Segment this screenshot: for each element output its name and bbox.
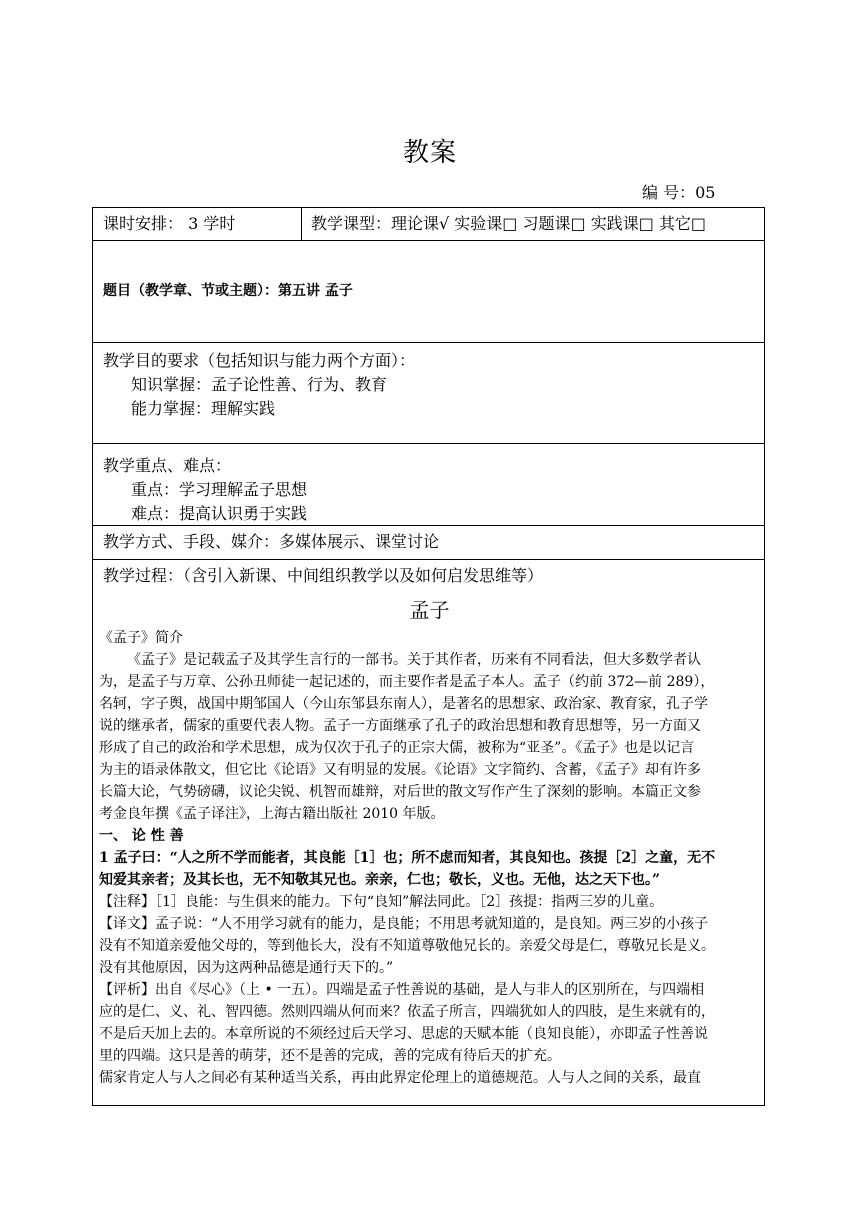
goal-item: 能力掌握：理解实践 xyxy=(131,399,276,418)
process-heading: 教学过程：（含引入新课、中间组织教学以及如何启发思维等） xyxy=(103,566,544,585)
intro-line: 为，是孟子与万章、公孙丑师徒一起记述的，而主要作者是孟子本人。孟子（约前 372—前 289）， xyxy=(99,674,715,690)
key-points-heading: 教学重点、难点： xyxy=(103,456,232,475)
comment-line: 里的四端。这只是善的萌芽，还不是善的完成，善的完成有待后天的扩充。 xyxy=(99,1048,561,1064)
process-section xyxy=(99,564,760,1089)
key-point-item: 难点：提高认识勇于实践 xyxy=(131,504,308,523)
course-type-cell: 教学课型：理论课√ 实验课□ 习题课□ 实践课□ 其它□ xyxy=(311,214,707,233)
intro-line: 形成了自己的政治和学术思想，成为仅次于孔子的正宗大儒，被称为“亚圣”。《孟子》也是以记言 xyxy=(99,740,695,756)
intro-line: 名轲，字子舆，战国中期邹国人（今山东邹县东南人），是著名的思想家、政治家、教育家，孔子学 xyxy=(99,696,708,712)
goals-row xyxy=(93,343,764,444)
intro-line: 说的继承者，儒家的重要代表人物。孟子一方面继承了孔子的政治思想和教育思想等，另一方面又 xyxy=(99,718,701,734)
intro-line: 为主的语录体散文，但它比《论语》又有明显的发展。《论语》文字简约、含蓄，《孟子》却有许多 xyxy=(99,762,701,778)
schedule-cell: 课时安排： 3 学时 xyxy=(103,214,236,233)
quote-line: 知爱其亲者；及其长也，无不知敬其兄也。亲亲，仁也；敬长，义也。无他，达之天下也。” xyxy=(99,872,661,888)
closing-line: 儒家肯定人与人之间必有某种适当关系，再由此界定伦理上的道德规范。人与人之间的关系，最直 xyxy=(99,1070,701,1086)
cell-divider xyxy=(301,208,302,241)
comment-line: 不是后天加上去的。本章所说的不须经过后天学习、思虑的天赋本能（良知良能），亦即孟子性善说 xyxy=(99,1026,708,1042)
methods-row xyxy=(93,526,764,560)
comment-line: 应的是仁、义、礼、智四德。然则四端从何而来？依孟子所言，四端犹如人的四肢，是生来就有的， xyxy=(99,1004,715,1020)
translation-line: 【译文】孟子说：“人不用学习就有的能力，是良能；不用思考就知道的，是良知。两三岁的小孩子 xyxy=(99,916,709,932)
comment-line: 【评析】出自《尽心》（上 • 一五）。四端是孟子性善说的基础，是人与非人的区别所在，与四端相 xyxy=(99,982,705,998)
intro-label: 《孟子》简介 xyxy=(99,630,183,646)
intro-line: 《孟子》是记载孟子及其学生言行的一部书。关于其作者，历来有不同看法，但大多数学者认 xyxy=(127,652,701,668)
schedule-row xyxy=(93,208,764,241)
topic-text: 题目（教学章、节或主题）：第五讲 孟子 xyxy=(103,283,353,299)
lesson-plan-table xyxy=(92,207,765,1106)
section-heading: 一、 论 性 善 xyxy=(99,828,184,844)
lesson-subtitle: 孟子 xyxy=(409,598,450,622)
serial-number: 编 号：05 xyxy=(642,183,716,202)
document-title: 教案 xyxy=(402,138,457,168)
intro-line: 长篇大论，气势磅礴，议论尖锐、机智而雄辩，对后世的散文写作产生了深刻的影响。本篇正文参 xyxy=(99,784,701,800)
methods-text: 教学方式、手段、媒介：多媒体展示、课堂讨论 xyxy=(103,532,440,551)
note-line: 【注释】［1］良能：与生俱来的能力。下句“良知”解法同此。［2］孩提：指两三岁的儿童。 xyxy=(99,894,664,910)
goal-item: 知识掌握：孟子论性善、行为、教育 xyxy=(131,375,388,394)
key-point-item: 重点：学习理解孟子思想 xyxy=(131,480,308,499)
quote-line: 1 孟子曰：“人之所不学而能者，其良能［1］也；所不虑而知者，其良知也。孩提［2］之童，无不 xyxy=(99,850,716,866)
translation-line: 没有不知道亲爱他父母的，等到他长大，没有不知道尊敬他兄长的。亲爱父母是仁，尊敬兄长是义。 xyxy=(99,938,715,954)
topic-row xyxy=(93,241,764,343)
goals-heading: 教学目的要求（包括知识与能力两个方面）： xyxy=(103,351,416,370)
translation-line: 没有其他原因，因为这两种品德是通行天下的。” xyxy=(99,960,394,976)
intro-line: 考金良年撰《孟子译注》，上海古籍出版社 2010 年版。 xyxy=(99,806,445,822)
key-points-row xyxy=(93,444,764,526)
